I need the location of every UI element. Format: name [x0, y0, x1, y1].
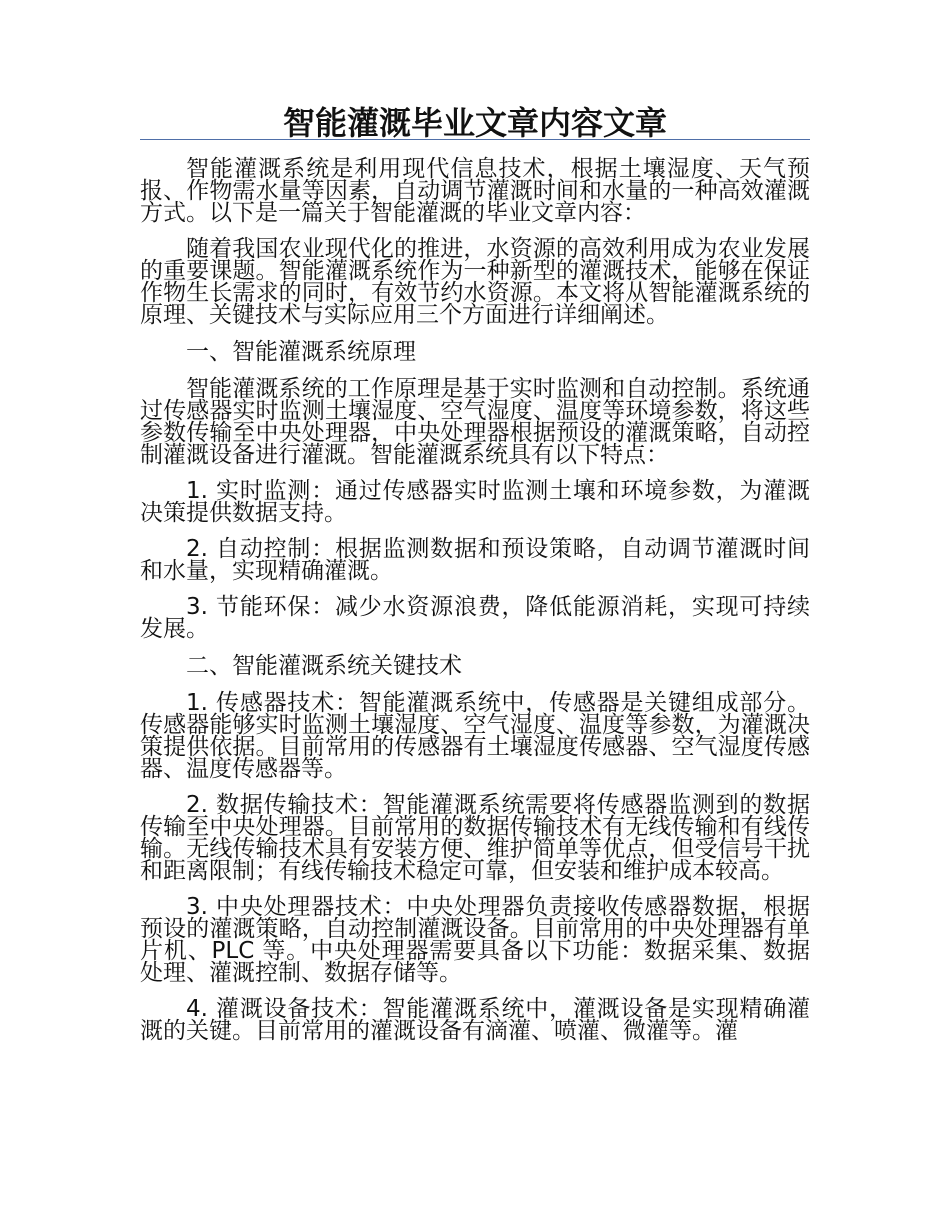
section-heading-principle: 一、智能灌溉系统原理	[186, 339, 416, 365]
principle-paragraph: 智能灌溉系统的工作原理是基于实时监测和自动控制。系统通过传感器实时监测土壤湿度、空气湿度、温度等环境参数，将这些参数传输至中央处理器，中央处理器根据预设的灌溉策略，自动控制灌溉设备进行灌溉。智能灌溉系统具有以下特点：	[140, 376, 810, 468]
tech-item-data-transfer: 2. 数据传输技术：智能灌溉系统需要将传感器监测到的数据传输至中央处理器。目前常用的数据传输技术有无线传输和有线传输。无线传输技术具有安装方便、维护简单等优点，但受信号干扰和距离限制；有线传输技术稳定可靠，但安装和维护成本较高。	[140, 792, 810, 884]
feature-item-energy-saving: 3. 节能环保：减少水资源浪费，降低能源消耗，实现可持续发展。	[140, 594, 810, 642]
title-underline	[140, 139, 810, 140]
feature-item-realtime: 1. 实时监测：通过传感器实时监测土壤和环境参数，为灌溉决策提供数据支持。	[140, 478, 810, 526]
background-paragraph: 随着我国农业现代化的推进，水资源的高效利用成为农业发展的重要课题。智能灌溉系统作为一种新型的灌溉技术，能够在保证作物生长需求的同时，有效节约水资源。本文将从智能灌溉系统的原理、关键技术与实际应用三个方面进行详细阐述。	[140, 236, 810, 328]
document-body	[140, 158, 810, 1056]
feature-item-auto-control: 2. 自动控制：根据监测数据和预设策略，自动调节灌溉时间和水量，实现精确灌溉。	[140, 536, 810, 584]
intro-paragraph: 智能灌溉系统是利用现代信息技术，根据土壤湿度、天气预报、作物需水量等因素，自动调节灌溉时间和水量的一种高效灌溉方式。以下是一篇关于智能灌溉的毕业文章内容：	[140, 156, 810, 226]
document-title: 智能灌溉毕业文章内容文章	[282, 104, 667, 142]
tech-item-irrigation-device: 4. 灌溉设备技术：智能灌溉系统中，灌溉设备是实现精确灌溉的关键。目前常用的灌溉设备有滴灌、喷灌、微灌等。灌	[140, 996, 810, 1044]
tech-item-sensor: 1. 传感器技术：智能灌溉系统中，传感器是关键组成部分。传感器能够实时监测土壤湿度、空气湿度、温度等参数，为灌溉决策提供依据。目前常用的传感器有土壤湿度传感器、空气湿度传感器、温度传感器等。	[140, 690, 810, 782]
section-heading-key-tech: 二、智能灌溉系统关键技术	[186, 653, 462, 679]
tech-item-cpu: 3. 中央处理器技术：中央处理器负责接收传感器数据，根据预设的灌溉策略，自动控制灌溉设备。目前常用的中央处理器有单片机、PLC 等。中央处理器需要具备以下功能：数据采集、数据处理、灌溉控制、数据存储等。	[140, 894, 810, 986]
